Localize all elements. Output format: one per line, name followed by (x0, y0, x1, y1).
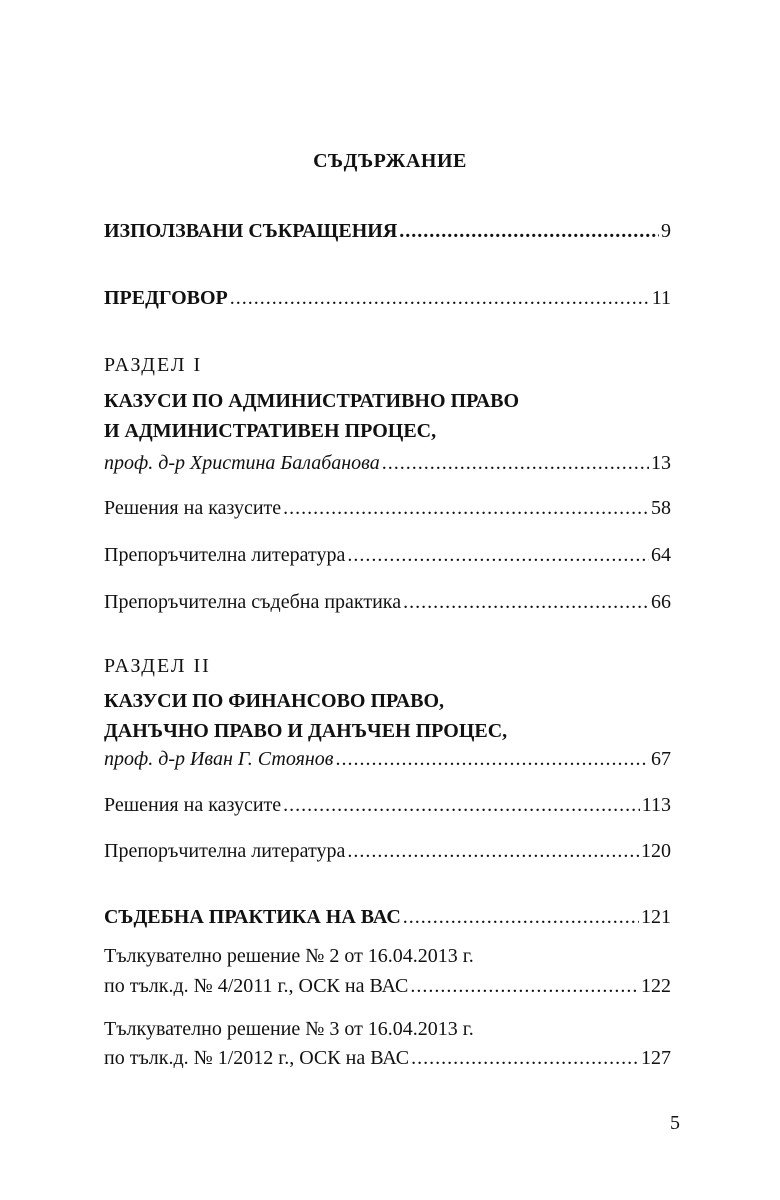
page-title: СЪДЪРЖАНИЕ (313, 150, 467, 172)
toc-entry-label: ПРЕДГОВОР (104, 287, 228, 309)
section-2-heading-line1: КАЗУСИ ПО ФИНАНСОВО ПРАВО, (104, 690, 445, 712)
section-1-heading-line1: КАЗУСИ ПО АДМИНИСТРАТИВНО ПРАВО (104, 390, 520, 412)
toc-entry-page: 122 (641, 975, 671, 997)
toc-entry-section-1-literature (104, 544, 671, 567)
toc-entry-abbreviations (104, 220, 671, 243)
toc-entry-page: 66 (651, 591, 671, 613)
toc-entry-page: 58 (651, 497, 671, 519)
toc-entry-page: 113 (641, 794, 671, 816)
toc-entry-section-2-solutions (104, 794, 671, 817)
toc-entry-page: 121 (641, 906, 671, 928)
dot-leader (399, 220, 659, 243)
toc-entry-label: проф. д-р Христина Балабанова (104, 452, 380, 474)
toc-entry-page: 9 (661, 220, 671, 242)
dot-leader (335, 748, 649, 771)
dot-leader (283, 497, 649, 520)
toc-entry-page: 67 (651, 748, 671, 770)
toc-entry-section-1-author (104, 452, 671, 475)
dot-leader (411, 1047, 639, 1070)
section-2-heading-line2: ДАНЪЧНО ПРАВО И ДАНЪЧЕН ПРОЦЕС, (104, 720, 508, 742)
section-2-label: РАЗДЕЛ II (104, 655, 211, 677)
toc-entry-label: по тълк.д. № 1/2012 г., ОСК на ВАС (104, 1047, 410, 1069)
dot-leader (283, 794, 640, 817)
toc-entry-case-law-item-2 (104, 1047, 671, 1070)
toc-entry-label: Препоръчителна литература (104, 840, 346, 862)
toc-entry-page: 11 (651, 287, 671, 309)
dot-leader (230, 287, 650, 310)
toc-entry-section-2-author (104, 748, 671, 771)
toc-entry-section-1-solutions (104, 497, 671, 520)
toc-entry-label: Препоръчителна съдебна практика (104, 591, 402, 613)
toc-entry-label: проф. д-р Иван Г. Стоянов (104, 748, 334, 770)
toc-entry-label: Препоръчителна литература (104, 544, 346, 566)
toc-entry-page: 64 (651, 544, 671, 566)
toc-entry-section-1-case-law (104, 591, 671, 614)
toc-entry-preface (104, 287, 671, 310)
toc-entry-case-law-item-1 (104, 975, 671, 998)
toc-entry-page: 127 (641, 1047, 671, 1069)
toc-entry-label: ИЗПОЛЗВАНИ СЪКРАЩЕНИЯ (104, 220, 398, 242)
dot-leader (382, 452, 649, 475)
dot-leader (403, 906, 639, 929)
toc-entry-page: 120 (641, 840, 671, 862)
toc-entry-label: Решения на казусите (104, 497, 282, 519)
toc-entry-case-law (104, 906, 671, 929)
toc-entry-section-2-literature (104, 840, 671, 863)
section-1-label: РАЗДЕЛ I (104, 354, 203, 376)
toc-entry-label: СЪДЕБНА ПРАКТИКА НА ВАС (104, 906, 401, 928)
case-law-item-1-title: Тълкувателно решение № 2 от 16.04.2013 г. (104, 945, 474, 967)
toc-entry-label: Решения на казусите (104, 794, 282, 816)
toc-entry-label: по тълк.д. № 4/2011 г., ОСК на ВАС (104, 975, 409, 997)
section-1-heading-line2: И АДМИНИСТРАТИВЕН ПРОЦЕС, (104, 420, 437, 442)
dot-leader (347, 840, 639, 863)
dot-leader (347, 544, 649, 567)
toc-entry-page: 13 (651, 452, 671, 474)
case-law-item-2-title: Тълкувателно решение № 3 от 16.04.2013 г. (104, 1018, 474, 1040)
page-number: 5 (670, 1112, 680, 1134)
dot-leader (403, 591, 649, 614)
dot-leader (410, 975, 639, 998)
